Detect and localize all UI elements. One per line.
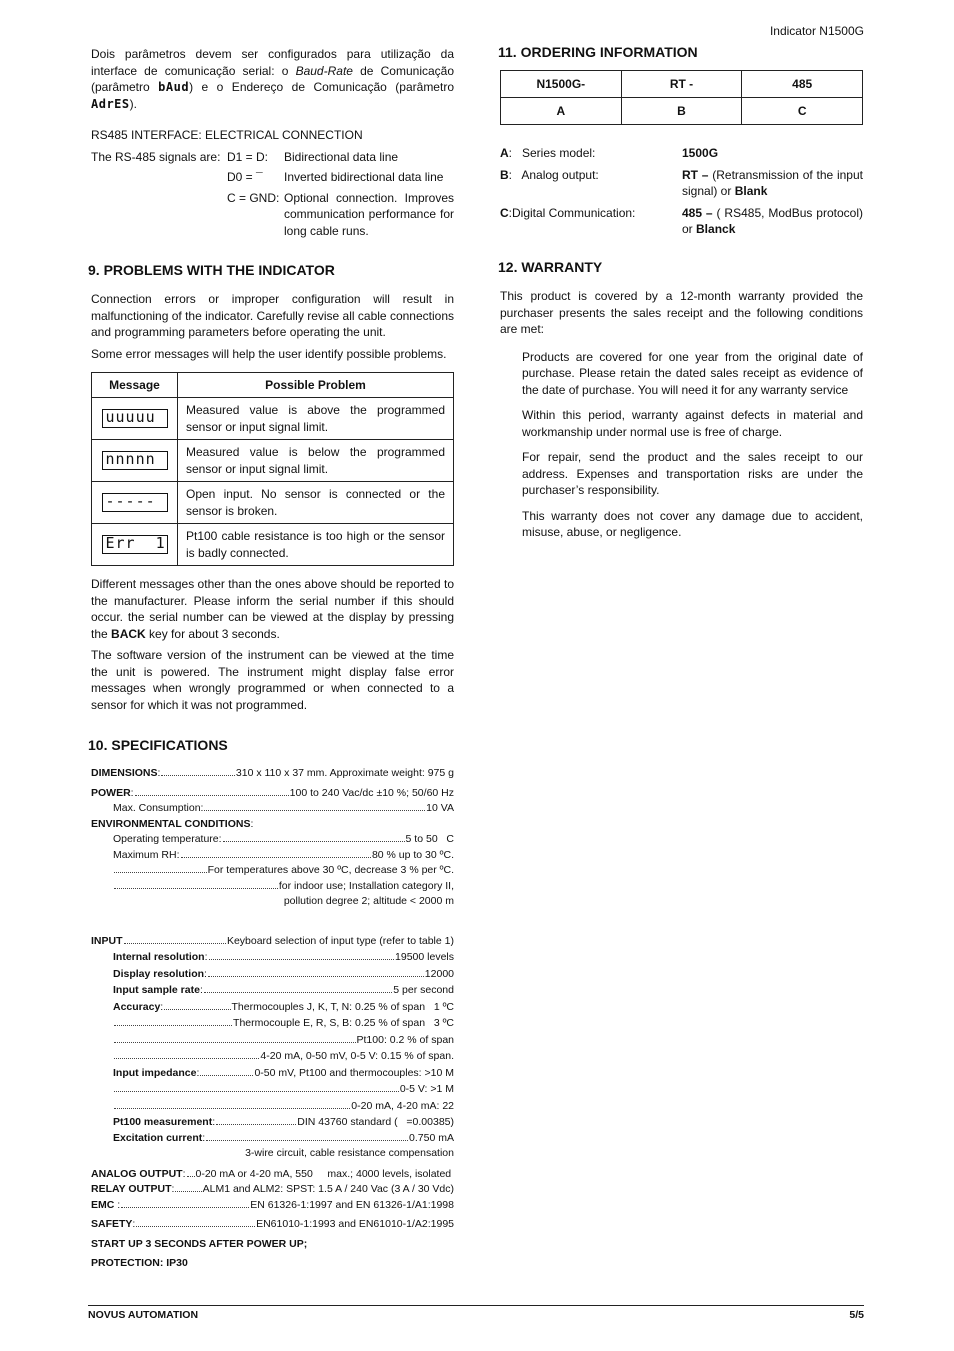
spec-operating-temp: Operating temperature: 5 to 50 C [113, 833, 454, 845]
spec-accuracy: Accuracy : Thermocouples J, K, T, N: 0.25 % of span 1 ºC [113, 1000, 454, 1013]
page-footer [88, 1305, 864, 1321]
spec-accuracy-2: Thermocouple E, R, S, B: 0.25 % of span 3 ºC [91, 1016, 454, 1032]
warranty-item: Products are covered for one year from the original date of purchase. Please retain the dated sales receipt as evidence of the date of purchase. You will need it for any warranty service [522, 349, 863, 397]
lcd-adres: AdrES [91, 96, 130, 111]
spec-protection: PROTECTION: IP30 [91, 1257, 188, 1269]
spec-power: POWER : 100 to 240 Vac/dc ±10 %; 50/60 Hz [91, 786, 454, 799]
spec-pt100: Pt100 measurement : DIN 43760 standard ( =0.00385) [113, 1116, 454, 1128]
spec-analog-output: ANALOG OUTPUT : 0-20 mA or 4-20 mA, 550 max.; 4000 levels, isolated [91, 1167, 452, 1180]
spec-startup: START UP 3 SECONDS AFTER POWER UP; [91, 1237, 308, 1250]
spec-environment: ENVIRONMENTAL CONDITIONS : [91, 817, 254, 830]
section-11-title: 11. ORDERING INFORMATION [498, 44, 698, 60]
problems-paragraph-1: Connection errors or improper configuration will result in malfunctioning of the indicator. Carefully revise all cable connections and programming parameters before operating the unit. [91, 292, 454, 339]
right-column [500, 44, 863, 550]
spec-internal-resolution: Internal resolution : 19500 levels [113, 951, 454, 963]
ordering-options [500, 145, 863, 237]
warranty-item: For repair, send the product and the sales receipt to our address. Expenses and transportation risks are under the purchaser’s responsibility. [522, 450, 863, 497]
ordering-code-table [500, 70, 863, 125]
spec-input: INPUT Keyboard selection of input type (refer to table 1) [91, 934, 454, 947]
section-10-title: 10. SPECIFICATIONS [88, 737, 228, 753]
lcd-baud: bAud [158, 80, 190, 94]
table-row: Err 1 Pt100 cable resistance is too high or the sensor is badly connected. [92, 524, 454, 566]
spec-input-impedance: Input impedance : 0-50 mV, Pt100 and thermocouples: >10 M [113, 1066, 454, 1079]
spec-accuracy-4: 4-20 mA, 0-50 mV, 0-5 V: 0.15 % of span. [91, 1049, 454, 1065]
spec-accuracy-3: Pt100: 0.2 % of span [91, 1033, 454, 1049]
section-9-title: 9. PROBLEMS WITH THE INDICATOR [88, 262, 335, 278]
spec-temp-derating: For temperatures above 30 ºC, decrease 3 % per ºC. [91, 863, 454, 879]
lcd-under-range: nnnnn [102, 451, 168, 470]
left-column [88, 44, 455, 1272]
lcd-open-input: ----- [102, 493, 168, 512]
spec-excitation-2: 3-wire circuit, cable resistance compensation [245, 1147, 454, 1159]
warranty-intro: This product is covered by a 12-month warranty provided the purchaser presents the sales receipt and the following conditions are met: [500, 289, 863, 336]
spec-pollution: pollution degree 2; altitude < 2000 m [283, 895, 454, 907]
lcd-err1: Err 1 [102, 535, 168, 554]
spec-safety: SAFETY : EN61010-1:1993 and EN61010-1/A2:1995 [91, 1218, 454, 1230]
spec-emc: EMC : EN 61326-1:1997 and EN 61326-1/A1:1998 [91, 1198, 454, 1211]
warranty-section [500, 288, 863, 541]
signal-list [91, 149, 454, 240]
section-12-title: 12. WARRANTY [498, 259, 603, 275]
ordering-letters-row: A B C [501, 98, 863, 125]
table-row: ----- Open input. No sensor is connected or the sensor is broken. [92, 482, 454, 524]
error-table-header: Message Possible Problem [92, 373, 454, 398]
warranty-item: This warranty does not cover any damage due to accident, misuse, abuse, or negligence. [522, 508, 863, 539]
table-row: nnnnn Measured value is below the programmed sensor or input signal limit. [92, 440, 454, 482]
footer-page-number: 5/5 [849, 1309, 864, 1321]
ordering-codes-row: N1500G- RT - 485 [501, 71, 863, 98]
table-row: uuuuu Measured value is above the programmed sensor or input signal limit. [92, 398, 454, 440]
spec-sample-rate: Input sample rate : 5 per second [113, 984, 454, 996]
spec-dimensions: DIMENSIONS : 310 x 110 x 37 mm. Approximate weight: 975 g [91, 767, 454, 779]
spec-max-consumption: Max. Consumption: 10 VA [113, 802, 454, 814]
spec-relay-output: RELAY OUTPUT : ALM1 and ALM2: SPST: 1.5 A / 240 Vac (3 A / 30 Vdc) [91, 1183, 454, 1195]
spec-max-rh: Maximum RH: 80 % up to 30 ºC. [113, 848, 454, 861]
signal-d0: D0 = ¯ Inverted bidirectional data line [227, 170, 444, 184]
specifications [91, 766, 454, 1272]
signal-d1: The RS-485 signals are: D1 = D: Bidirectional data line [91, 149, 399, 164]
spec-excitation: Excitation current : 0.750 mA [113, 1131, 454, 1144]
problems-paragraph-2: Some error messages will help the user identify possible problems. [91, 346, 447, 361]
option-a: A: Series model: 1500G [500, 146, 719, 160]
intro-paragraph: Dois parâmetros devem ser configurados para utilização da interface de comunicação serial: o Baud-Rate de Comunicação (parâmetro bAud) e o Endereço de Comunicação (parâmetro AdrES). [91, 47, 455, 111]
problems-paragraph-4: The software version of the instrument can be viewed at the time the unit is powered. The instrument might display false error messages when wrongly programmed or when connected to a sensor for which it was not programmed. [91, 648, 454, 712]
lcd-over-range: uuuuu [102, 409, 168, 428]
footer-company: NOVUS AUTOMATION [88, 1309, 199, 1321]
option-b: B: Analog output: RT – (Retransmission of the input signal) or Blank [500, 168, 863, 198]
document-header: Indicator N1500G [769, 24, 864, 38]
spec-display-resolution: Display resolution : 12000 [113, 967, 454, 980]
option-c: C:Digital Communication: 485 – ( RS485, ModBus protocol) or Blanck [500, 206, 863, 236]
problems-paragraph-3: Different messages other than the ones above should be reported to the manufacturer. Please inform the serial number if this should occur. the serial number can be viewed at the display by pressing the BACK key for about 3 seconds. [91, 577, 454, 641]
error-message-table [91, 372, 454, 566]
warranty-item: Within this period, warranty against defects in material and workmanship under normal use is free of charge. [522, 408, 863, 439]
spec-impedance-3: 0-20 mA, 4-20 mA: 22 [91, 1099, 454, 1115]
signal-gnd: C = GND: Optional connection. Improves communication performance for long cable runs. [227, 190, 454, 238]
rs485-title: RS485 INTERFACE: ELECTRICAL CONNECTION [91, 128, 363, 142]
spec-impedance-2: 0-5 V: >1 M [91, 1082, 454, 1098]
spec-installation: for indoor use; Installation category II, [91, 879, 454, 895]
